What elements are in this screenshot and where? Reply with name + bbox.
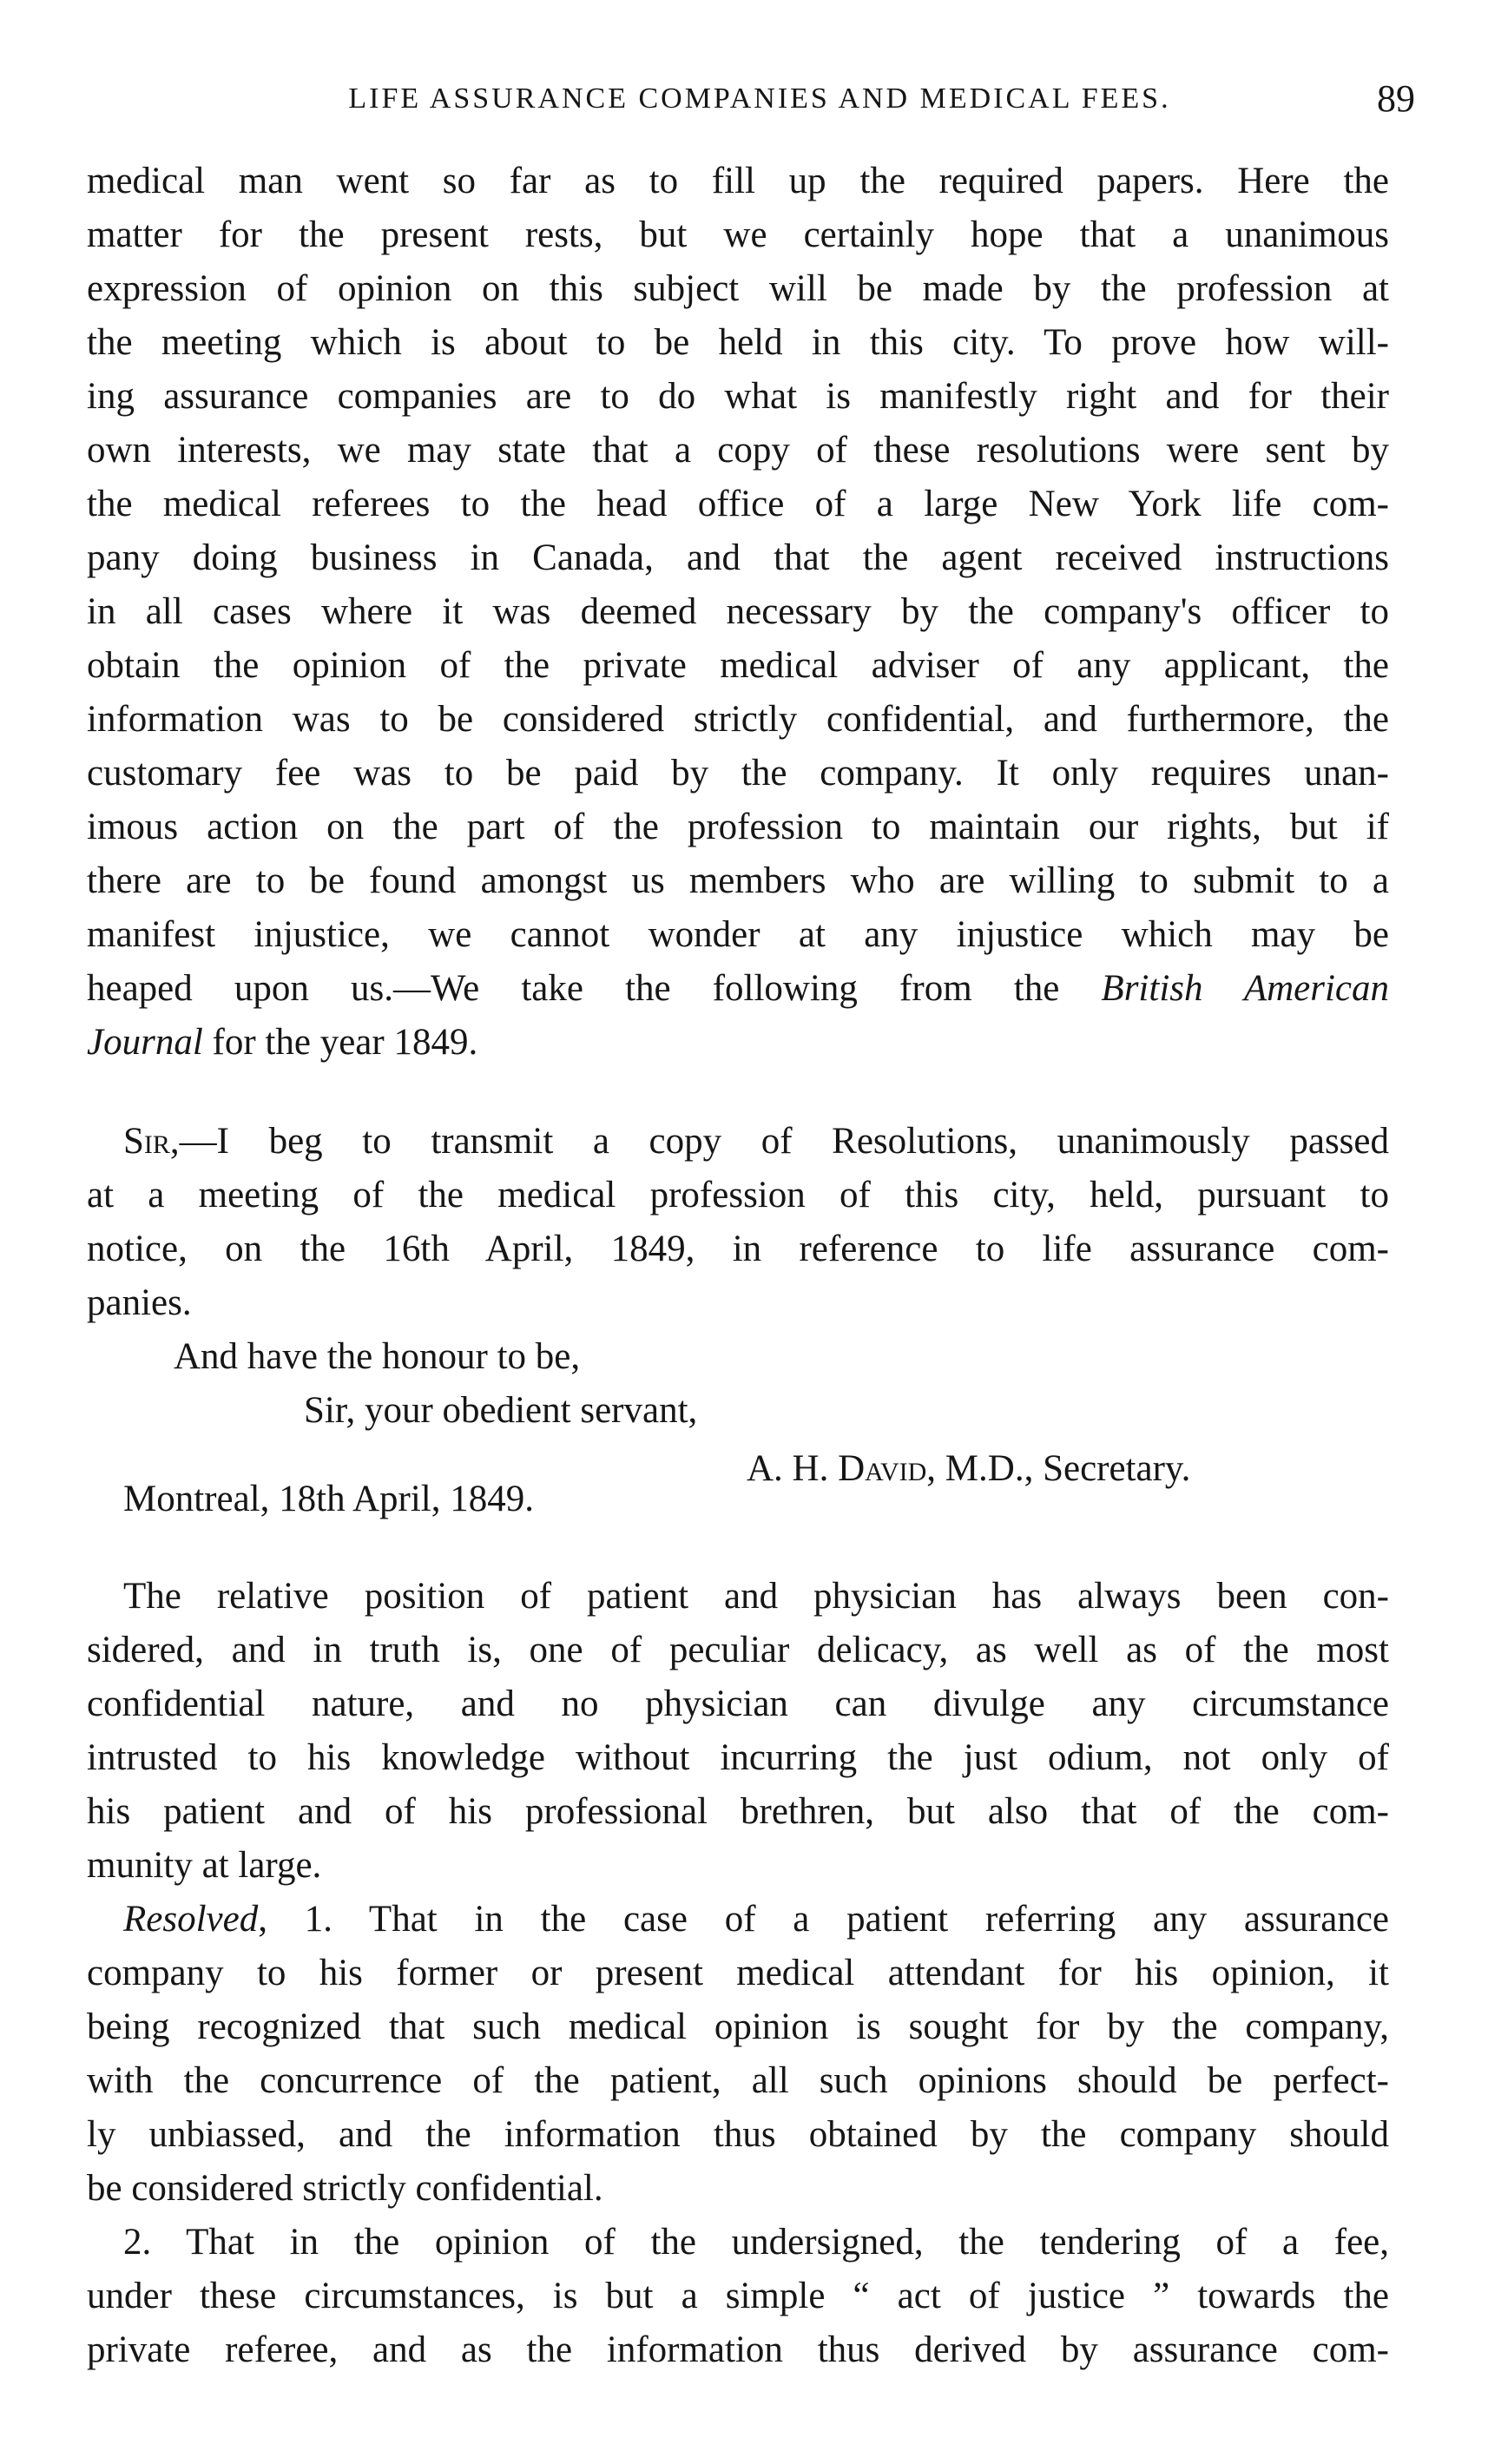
text-line bbox=[87, 1115, 1389, 1169]
text-line bbox=[87, 1893, 1389, 1947]
letter-closing: Sir, your obedient servant, bbox=[304, 1390, 698, 1431]
text-line: sidered, and in truth is, one of peculiar delicacy, as well as of the most bbox=[87, 1630, 1389, 1670]
text-line: own interests, we may state that a copy of these resolutions were sent by bbox=[87, 430, 1389, 471]
signer-name: David bbox=[838, 1448, 927, 1489]
opening-paragraph bbox=[87, 155, 1389, 1070]
journal-title-italic: Journal bbox=[87, 1022, 203, 1063]
text-line: company to his former or present medical attendant for his opinion, it bbox=[87, 1953, 1389, 1993]
page-number: 89 bbox=[1377, 77, 1415, 120]
text-line: there are to be found amongst us members who are willing to submit to a bbox=[87, 860, 1389, 901]
text-run: , 1. That in the case of a patient referring any assurance bbox=[258, 1899, 1389, 1940]
journal-title-italic: British American bbox=[1101, 968, 1389, 1009]
text-line: 2. That in the opinion of the undersigned, the tendering of a fee, bbox=[123, 2222, 1389, 2263]
quoted-letter bbox=[87, 1115, 1389, 1526]
text-line: ing assurance companies are to do what is manifestly right and for their bbox=[87, 376, 1389, 417]
text-line: medical man went so far as to fill up the required papers. Here the bbox=[87, 161, 1389, 201]
text-line: intrusted to his knowledge without incurring the just odium, not only of bbox=[87, 1737, 1389, 1778]
page-header bbox=[87, 73, 1415, 125]
text-line bbox=[87, 962, 1389, 1016]
text-line: being recognized that such medical opinion is sought for by the company, bbox=[87, 2006, 1389, 2047]
text-line: at a meeting of the medical profession of this city, held, pursuant to bbox=[87, 1175, 1389, 1216]
letter-closing: And have the honour to be, bbox=[174, 1336, 581, 1377]
letter-signature bbox=[87, 1438, 1389, 1489]
text-line: panies. bbox=[87, 1282, 192, 1323]
text-line: expression of opinion on this subject will be made by the profession at bbox=[87, 268, 1389, 309]
text-line: imous action on the part of the profession to maintain our rights, but if bbox=[87, 807, 1389, 847]
text-line: the meeting which is about to be held in this city. To prove how will- bbox=[87, 322, 1389, 363]
letter-salutation: Sir, bbox=[123, 1121, 180, 1162]
text-line: obtain the opinion of the private medical adviser of any applicant, the bbox=[87, 645, 1389, 686]
text-line: customary fee was to be paid by the company. It only requires unan- bbox=[87, 753, 1389, 794]
signer-initials: A. H. bbox=[747, 1448, 839, 1489]
text-run: heaped upon us.—We take the following from the bbox=[87, 968, 1102, 1009]
signer-title: , M.D., Secretary. bbox=[926, 1448, 1191, 1489]
text-line: in all cases where it was deemed necessary by the company's officer to bbox=[87, 591, 1389, 632]
text-line bbox=[87, 1016, 1389, 1070]
text-run: —I beg to transmit a copy of Resolutions, unanimously passed bbox=[179, 1121, 1389, 1162]
text-line: his patient and of his professional brethren, but also that of the com- bbox=[87, 1791, 1389, 1832]
running-title: LIFE ASSURANCE COMPANIES AND MEDICAL FEES. bbox=[348, 82, 1171, 115]
text-line: with the concurrence of the patient, all such opinions should be perfect- bbox=[87, 2060, 1389, 2101]
text-line: information was to be considered strictly confidential, and furthermore, the bbox=[87, 699, 1389, 740]
text-line: munity at large. bbox=[87, 1845, 322, 1886]
text-line: pany doing business in Canada, and that the agent received instructions bbox=[87, 537, 1389, 578]
text-line: under these circumstances, is but a simple “ act of justice ” towards the bbox=[87, 2276, 1389, 2316]
text-line: matter for the present rests, but we certainly hope that a unanimous bbox=[87, 214, 1389, 255]
text-line: confidential nature, and no physician can divulge any circumstance bbox=[87, 1683, 1389, 1724]
text-line: private referee, and as the information thus derived by assurance com- bbox=[87, 2329, 1389, 2370]
text-run: for the year 1849. bbox=[202, 1022, 478, 1063]
text-line: be considered strictly confidential. bbox=[87, 2168, 603, 2209]
text-line: manifest injustice, we cannot wonder at any injustice which may be bbox=[87, 914, 1389, 955]
letter-place-date: Montreal, 18th April, 1849. bbox=[123, 1479, 534, 1519]
text-line: The relative position of patient and physician has always been con- bbox=[123, 1576, 1389, 1617]
text-line: notice, on the 16th April, 1849, in reference to life assurance com- bbox=[87, 1229, 1389, 1269]
text-line: the medical referees to the head office of a large New York life com- bbox=[87, 484, 1389, 524]
resolutions-section bbox=[87, 1570, 1389, 2377]
text-line: ly unbiassed, and the information thus obtained by the company should bbox=[87, 2114, 1389, 2155]
resolved-label: Resolved bbox=[123, 1899, 259, 1940]
